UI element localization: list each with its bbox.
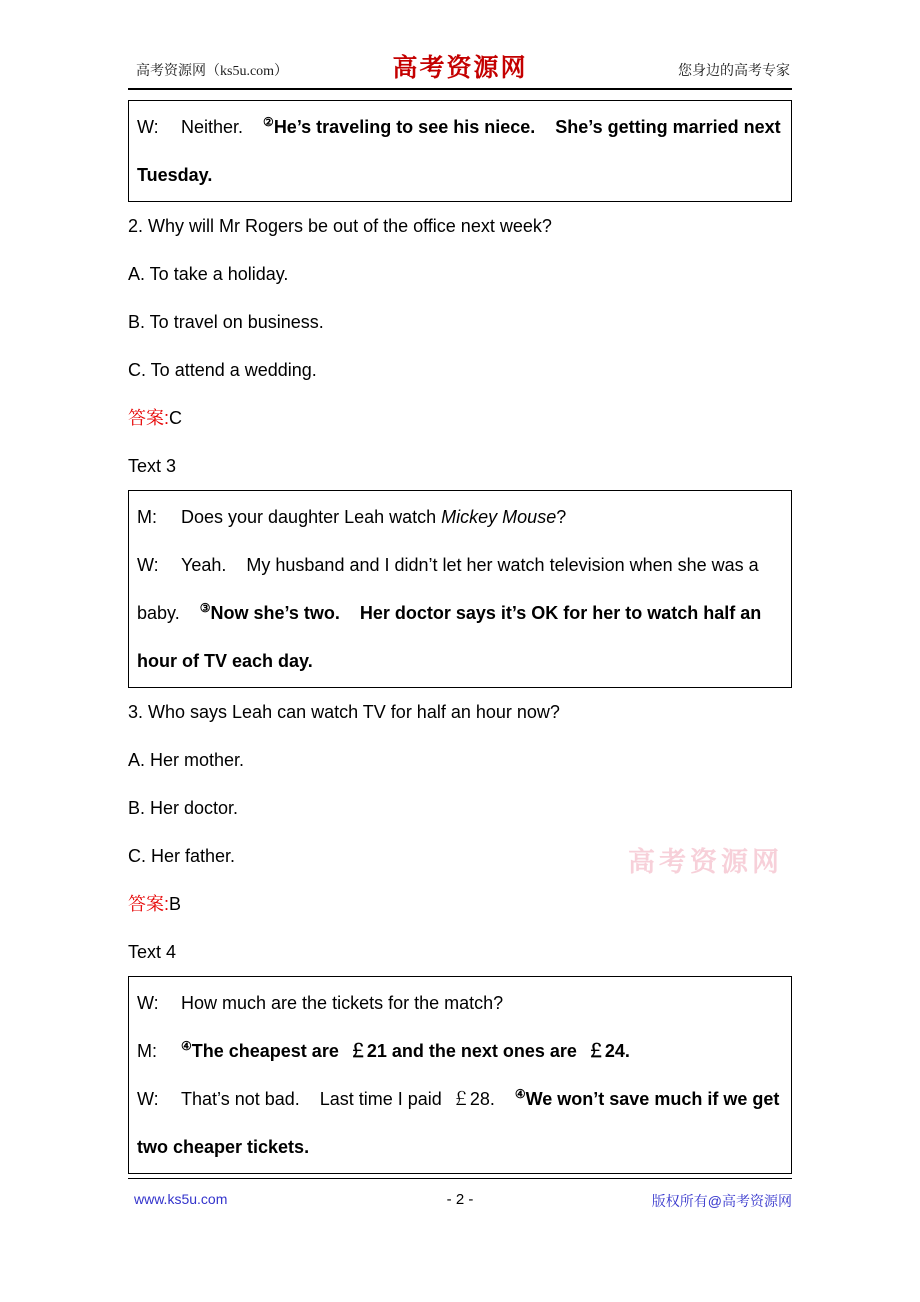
dialog-line	[137, 1075, 783, 1171]
note-marker-3: ③	[199, 601, 211, 615]
note-marker-4: ④	[514, 1087, 526, 1101]
dialog-text: ?	[556, 507, 567, 527]
speaker-label: W:	[137, 117, 159, 137]
question-3: 3. Who says Leah can watch TV for half an hour now?	[128, 702, 560, 722]
text4-title: Text 4	[128, 942, 177, 962]
dialog-text: Yeah. My husband and I didn’t let her watch television when she was a baby.	[137, 555, 764, 623]
footer-copyright-link[interactable]: 版权所有@高考资源网	[651, 1193, 792, 1209]
answer-2	[128, 394, 792, 442]
dialog-text: That’s not bad. Last time I paid ￡28.	[181, 1089, 515, 1109]
option-2c: C. To attend a wedding.	[128, 360, 317, 380]
speaker-label: M:	[137, 1041, 157, 1061]
speaker-label: W:	[137, 993, 159, 1013]
option-3b: B. Her doctor.	[128, 798, 239, 818]
answer-label: 答案:	[128, 894, 170, 914]
header-slogan: 您身边的高考专家	[678, 64, 790, 79]
page-number: - 2 -	[446, 1191, 474, 1208]
dialog-line	[137, 541, 783, 685]
option-3c: C. Her father.	[128, 846, 236, 866]
note-marker-4: ④	[181, 1039, 192, 1053]
option-2b: B. To travel on business.	[128, 312, 324, 332]
dialog-text-italic: Mickey Mouse	[441, 507, 557, 527]
transcript-box-text3	[128, 490, 792, 688]
dialog-text-bold: The cheapest are ￡21 and the next ones are ￡24.	[191, 1041, 630, 1061]
option-2a: A. To take a holiday.	[128, 264, 289, 284]
dialog-line	[137, 103, 786, 199]
answer-label: 答案:	[128, 408, 170, 428]
footer-site-link[interactable]: www.ks5u.com	[134, 1191, 228, 1207]
page-header	[128, 52, 792, 90]
option-3a: A. Her mother.	[128, 750, 245, 770]
watermark: 高考资源网	[628, 847, 783, 878]
dialog-text-bold: We won’t save much if we get two cheaper tickets.	[137, 1089, 785, 1157]
dialog-line	[137, 493, 783, 541]
dialog-line	[137, 1027, 783, 1075]
dialog-line	[137, 979, 783, 1027]
transcript-box-text4	[128, 976, 792, 1174]
header-logo: 高考资源网	[392, 53, 528, 82]
note-marker-2: ②	[263, 115, 274, 129]
answer-value: B	[169, 894, 182, 914]
speaker-label: W:	[137, 1089, 159, 1109]
dialog-text: How much are the tickets for the match?	[181, 993, 504, 1013]
transcript-box-text2	[128, 100, 792, 202]
text3-title: Text 3	[128, 456, 177, 476]
dialog-text: Does your daughter Leah watch	[181, 507, 442, 527]
answer-3	[128, 880, 792, 928]
header-site-name: 高考资源网（ks5u.com）	[136, 64, 289, 79]
dialog-text-bold: Now she’s two. Her doctor says it’s OK for her to watch half an hour of TV each day.	[137, 603, 767, 671]
question-2: 2. Why will Mr Rogers be out of the office next week?	[128, 216, 552, 236]
page-footer	[128, 1178, 792, 1209]
speaker-label: W:	[137, 555, 159, 575]
document-content	[128, 100, 792, 1174]
dialog-text: Neither.	[181, 117, 264, 137]
speaker-label: M:	[137, 507, 157, 527]
answer-value: C	[169, 408, 183, 428]
dialog-text-bold: He’s traveling to see his niece. She’s getting married next Tuesday.	[137, 117, 786, 185]
